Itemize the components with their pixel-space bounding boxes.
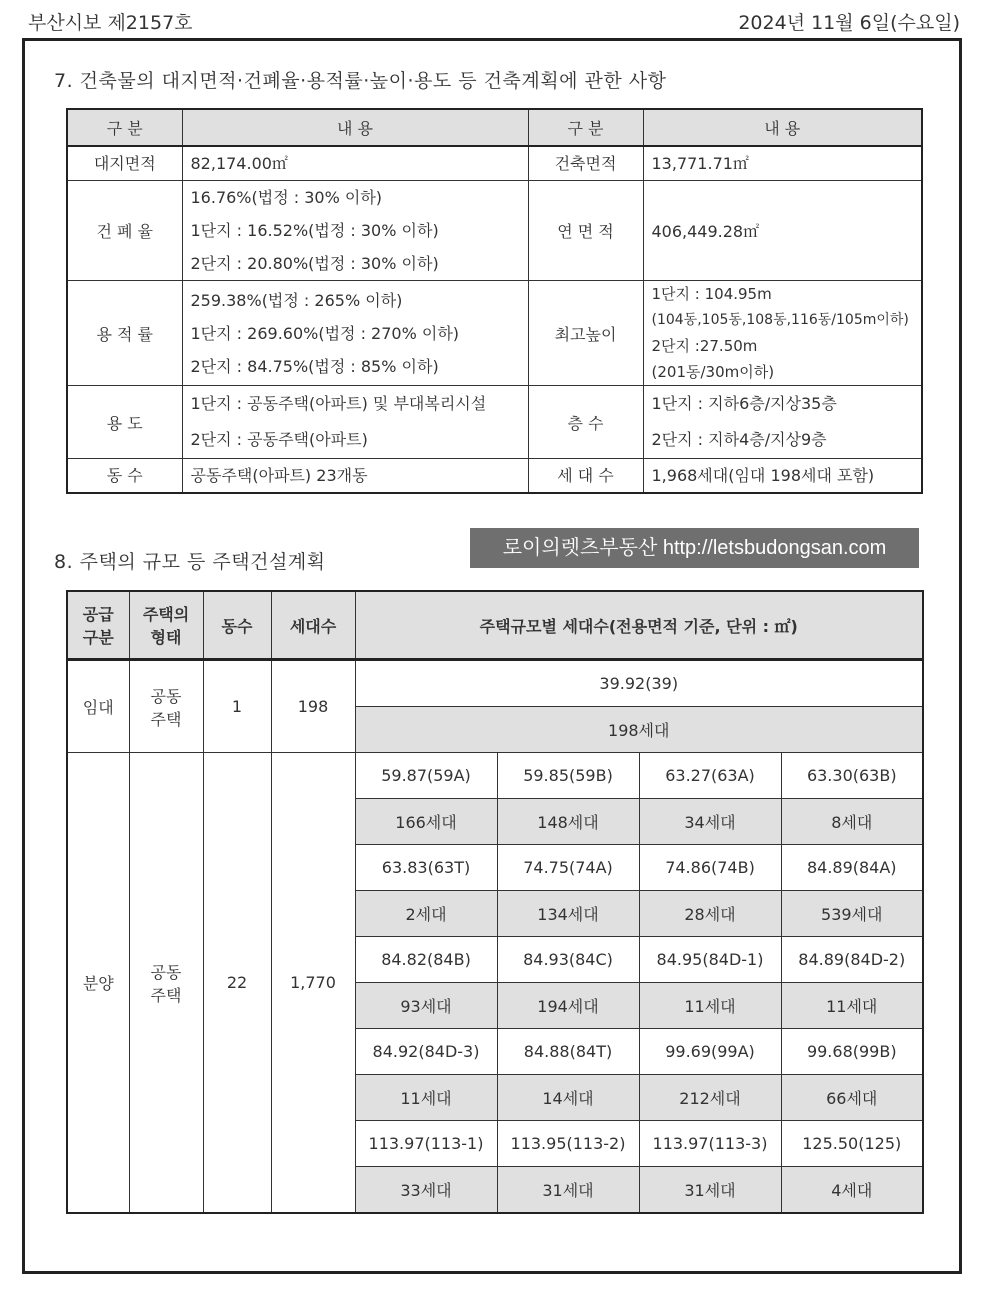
size-cell: 113.95(113-2) bbox=[497, 1121, 639, 1167]
height-line: 1단지 : 104.95m bbox=[651, 285, 772, 303]
height-line: 2단지 :27.50m bbox=[651, 337, 758, 355]
units-cell: 14세대 bbox=[497, 1075, 639, 1121]
rental-count: 1 bbox=[203, 660, 271, 753]
households-label: 세 대 수 bbox=[528, 459, 643, 494]
size-cell: 84.88(84T) bbox=[497, 1029, 639, 1075]
section8-title: 8. 주택의 규모 등 주택건설계획 bbox=[54, 551, 326, 573]
size-cell: 84.95(84D-1) bbox=[639, 937, 781, 983]
units-cell: 93세대 bbox=[355, 983, 497, 1029]
site-area-value: 82,174.00㎡ bbox=[182, 146, 528, 181]
size-cell: 113.97(113-3) bbox=[639, 1121, 781, 1167]
units-cell: 28세대 bbox=[639, 891, 781, 937]
size-cell: 84.89(84A) bbox=[781, 845, 923, 891]
size-cell: 99.69(99A) bbox=[639, 1029, 781, 1075]
header-category: 구 분 bbox=[528, 109, 643, 146]
rental-type-line: 공동 bbox=[150, 686, 182, 706]
units-cell: 31세대 bbox=[497, 1167, 639, 1214]
publication-date: 2024년 11월 6일(수요일) bbox=[738, 12, 960, 34]
far-line: 2단지 : 84.75%(법정 : 85% 이하) bbox=[190, 356, 439, 376]
rental-type bbox=[129, 660, 203, 753]
size-cell: 113.97(113-1) bbox=[355, 1121, 497, 1167]
coverage-value bbox=[182, 181, 528, 281]
size-cell: 84.93(84C) bbox=[497, 937, 639, 983]
section7-title: 7. 건축물의 대지면적·건폐율·용적률·높이·용도 등 건축계획에 관한 사항 bbox=[54, 70, 667, 92]
coverage-line: 1단지 : 16.52%(법정 : 30% 이하) bbox=[190, 221, 439, 240]
table-row bbox=[67, 459, 922, 494]
buildings-label: 동 수 bbox=[67, 459, 182, 494]
units-cell: 11세대 bbox=[639, 983, 781, 1029]
rental-type-line: 주택 bbox=[150, 709, 182, 729]
building-plan-table bbox=[66, 108, 923, 494]
header-supply-line: 구분 bbox=[82, 628, 114, 647]
units-cell: 34세대 bbox=[639, 799, 781, 845]
far-line: 259.38%(법정 : 265% 이하) bbox=[190, 290, 403, 310]
header-supply-line: 공급 bbox=[82, 605, 114, 624]
size-cell: 84.92(84D-3) bbox=[355, 1029, 497, 1075]
size-cell: 63.27(63A) bbox=[639, 753, 781, 799]
floors-line: 1단지 : 지하6층/지상35층 bbox=[651, 394, 837, 413]
units-cell: 11세대 bbox=[781, 983, 923, 1029]
units-cell: 8세대 bbox=[781, 799, 923, 845]
header-type-line: 형태 bbox=[150, 628, 182, 647]
coverage-label: 건 폐 율 bbox=[67, 181, 182, 281]
use-line: 1단지 : 공동주택(아파트) 및 부대복리시설 bbox=[190, 394, 487, 413]
header-category: 구 분 bbox=[67, 109, 182, 146]
size-cell: 84.82(84B) bbox=[355, 937, 497, 983]
units-cell: 212세대 bbox=[639, 1075, 781, 1121]
header-units: 세대수 bbox=[271, 591, 355, 660]
floors-value bbox=[643, 386, 922, 459]
size-cell: 99.68(99B) bbox=[781, 1029, 923, 1075]
far-value bbox=[182, 281, 528, 386]
rental-size-units: 198세대 bbox=[355, 707, 923, 753]
floor-area-value: 406,449.28㎡ bbox=[643, 181, 922, 281]
publication-title: 부산시보 제2157호 bbox=[28, 12, 193, 34]
sale-label: 분양 bbox=[67, 753, 129, 1214]
buildings-value: 공동주택(아파트) 23개동 bbox=[182, 459, 528, 494]
size-cell: 74.86(74B) bbox=[639, 845, 781, 891]
rental-label: 임대 bbox=[67, 660, 129, 753]
coverage-line: 2단지 : 20.80%(법정 : 30% 이하) bbox=[190, 254, 439, 273]
table-row bbox=[67, 386, 922, 459]
units-cell: 148세대 bbox=[497, 799, 639, 845]
rental-size: 39.92(39) bbox=[355, 660, 923, 707]
table-row bbox=[67, 281, 922, 386]
size-cell: 59.87(59A) bbox=[355, 753, 497, 799]
units-cell: 134세대 bbox=[497, 891, 639, 937]
table-row bbox=[67, 753, 923, 799]
units-cell: 4세대 bbox=[781, 1167, 923, 1214]
size-cell: 125.50(125) bbox=[781, 1121, 923, 1167]
units-cell: 11세대 bbox=[355, 1075, 497, 1121]
table-row bbox=[67, 181, 922, 281]
sale-type-line: 공동 bbox=[150, 962, 182, 982]
height-label: 최고높이 bbox=[528, 281, 643, 386]
size-cell: 63.83(63T) bbox=[355, 845, 497, 891]
header-content: 내 용 bbox=[182, 109, 528, 146]
units-cell: 31세대 bbox=[639, 1167, 781, 1214]
far-line: 1단지 : 269.60%(법정 : 270% 이하) bbox=[190, 323, 460, 343]
height-line: (104동,105동,108동,116동/105m이하) bbox=[651, 312, 909, 328]
size-cell: 63.30(63B) bbox=[781, 753, 923, 799]
watermark-banner: 로이의렛츠부동산 http://letsbudongsan.com bbox=[470, 528, 919, 568]
header-count: 동수 bbox=[203, 591, 271, 660]
floors-label: 층 수 bbox=[528, 386, 643, 459]
size-cell: 74.75(74A) bbox=[497, 845, 639, 891]
header-type bbox=[129, 591, 203, 660]
floors-line: 2단지 : 지하4층/지상9층 bbox=[651, 430, 827, 449]
sale-count: 22 bbox=[203, 753, 271, 1214]
header-supply bbox=[67, 591, 129, 660]
far-label: 용 적 률 bbox=[67, 281, 182, 386]
sale-type bbox=[129, 753, 203, 1214]
table-header-row bbox=[67, 109, 922, 146]
size-cell: 59.85(59B) bbox=[497, 753, 639, 799]
header-content: 내 용 bbox=[643, 109, 922, 146]
units-cell: 539세대 bbox=[781, 891, 923, 937]
height-value bbox=[643, 281, 922, 386]
header-by-size: 주택규모별 세대수(전용면적 기준, 단위 : ㎡) bbox=[355, 591, 923, 660]
housing-plan-table bbox=[66, 590, 924, 1214]
units-cell: 33세대 bbox=[355, 1167, 497, 1214]
floor-area-label: 연 면 적 bbox=[528, 181, 643, 281]
units-cell: 166세대 bbox=[355, 799, 497, 845]
header-type-line: 주택의 bbox=[142, 605, 190, 624]
site-area-label: 대지면적 bbox=[67, 146, 182, 181]
sale-type-line: 주택 bbox=[150, 985, 182, 1005]
sale-units: 1,770 bbox=[271, 753, 355, 1214]
rental-units: 198 bbox=[271, 660, 355, 753]
building-area-label: 건축면적 bbox=[528, 146, 643, 181]
table-header-row bbox=[67, 591, 923, 660]
height-line: (201동/30m이하) bbox=[651, 363, 775, 381]
households-value: 1,968세대(임대 198세대 포함) bbox=[643, 459, 922, 494]
coverage-line: 16.76%(법정 : 30% 이하) bbox=[190, 188, 383, 207]
building-area-value: 13,771.71㎡ bbox=[643, 146, 922, 181]
units-cell: 194세대 bbox=[497, 983, 639, 1029]
table-row bbox=[67, 146, 922, 181]
units-cell: 2세대 bbox=[355, 891, 497, 937]
units-cell: 66세대 bbox=[781, 1075, 923, 1121]
table-row bbox=[67, 660, 923, 707]
size-cell: 84.89(84D-2) bbox=[781, 937, 923, 983]
use-line: 2단지 : 공동주택(아파트) bbox=[190, 430, 368, 449]
use-label: 용 도 bbox=[67, 386, 182, 459]
use-value bbox=[182, 386, 528, 459]
